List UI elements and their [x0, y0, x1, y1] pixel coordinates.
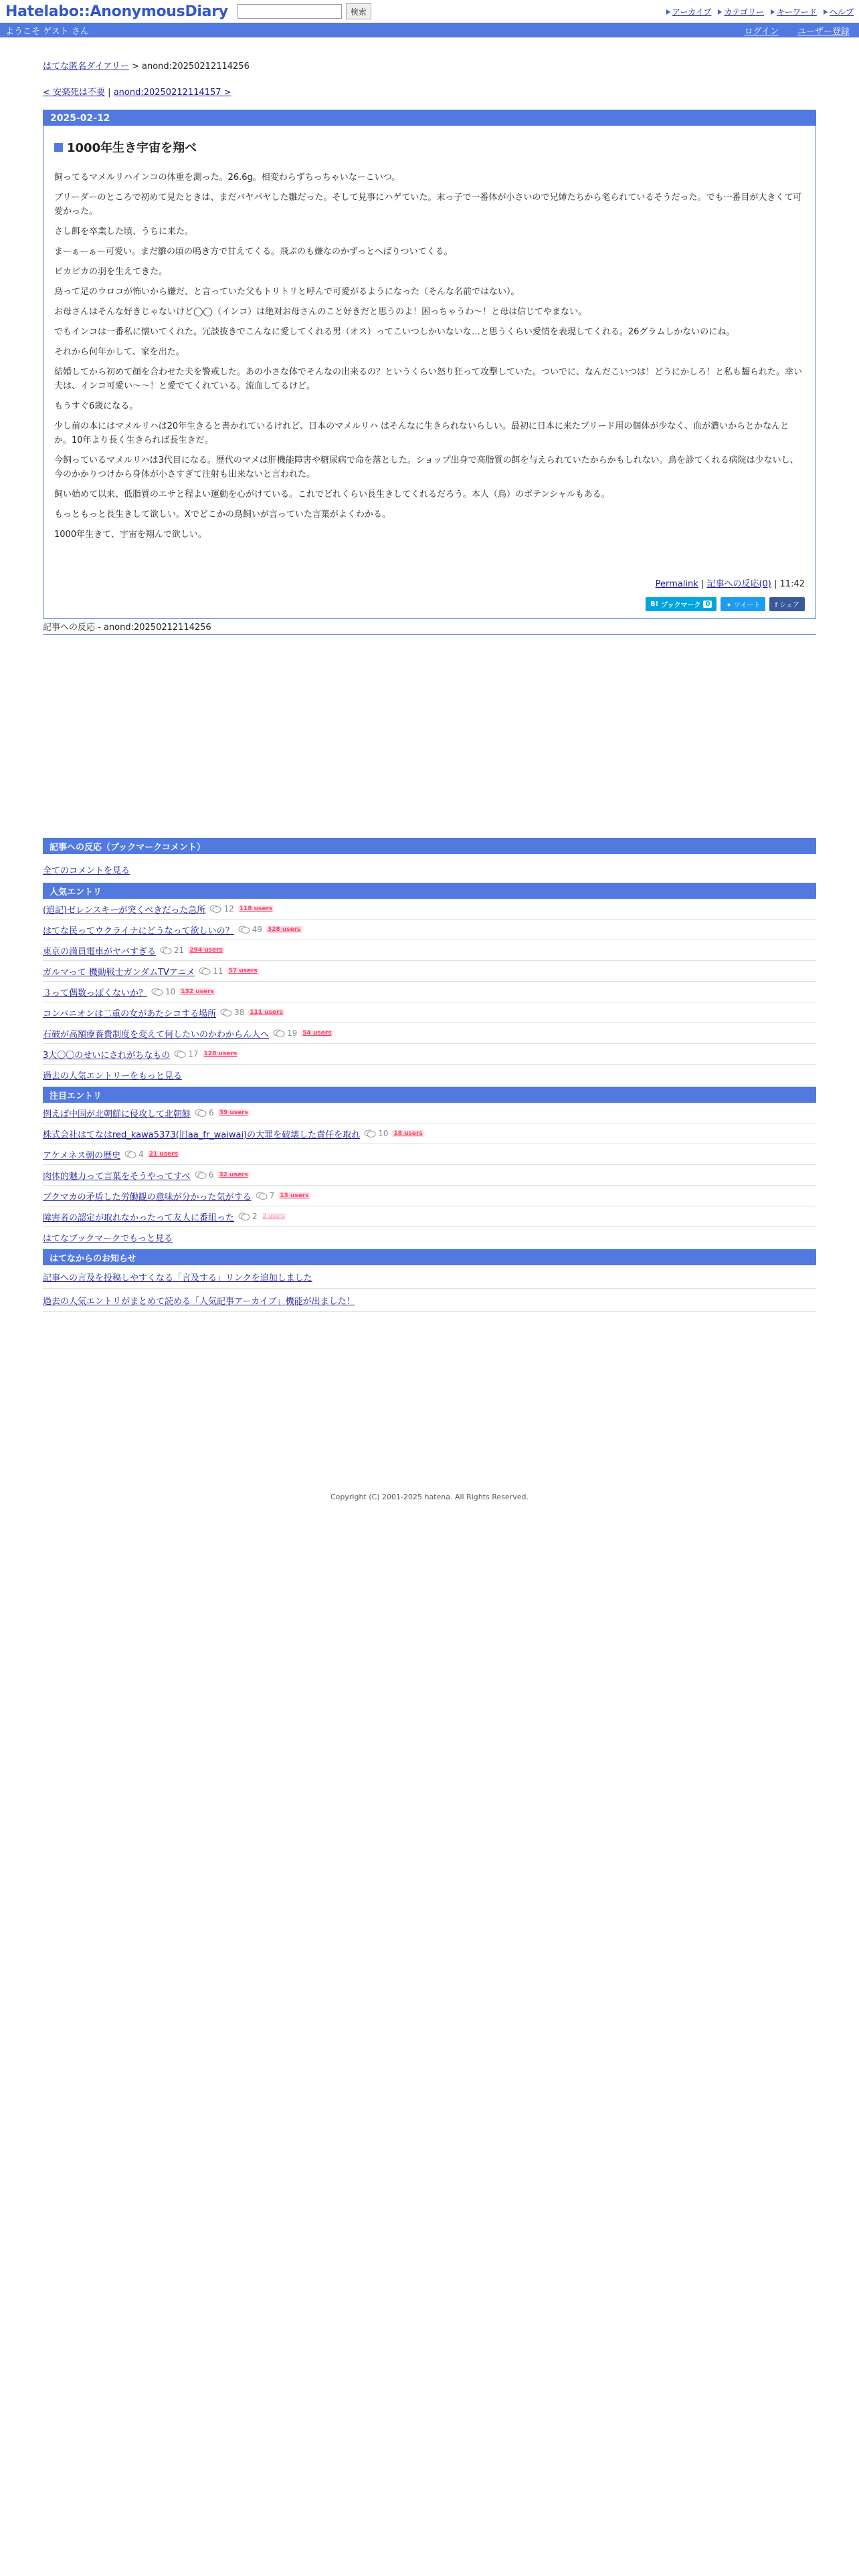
comment-count[interactable]: 38: [220, 1008, 244, 1017]
comment-count[interactable]: 19: [273, 1029, 297, 1038]
entry-list-item: [43, 1165, 816, 1186]
entry-list-item: [43, 1002, 816, 1023]
comment-count[interactable]: 4: [124, 1150, 144, 1159]
popular-entries-list: [43, 899, 816, 1065]
notice-link[interactable]: 記事への言及を投稿しやすくなる「言及する」リンクを追加しました: [43, 1273, 312, 1283]
twitter-bird-icon: ✦: [726, 602, 734, 609]
entry-list-item: [43, 982, 816, 1002]
comment-count[interactable]: 6: [195, 1170, 214, 1180]
entry-paragraph: 鳥って足のウロコが怖いから嫌だ、と言っていた父もトリトリと呼んで可愛がるようになった（そんな名前ではない）。: [54, 287, 520, 297]
users-badge[interactable]: 128 users: [203, 1051, 237, 1057]
comment-bubble-icon: [195, 1171, 207, 1180]
users-badge[interactable]: 294 users: [189, 947, 223, 954]
user-bar: [0, 23, 859, 37]
comment-bubble-icon: [364, 1130, 376, 1138]
entry-list-item: [43, 961, 816, 982]
welcome-text: ようこそ ゲスト さん: [5, 26, 89, 37]
comment-bubble-icon: [238, 1212, 250, 1221]
entry-list-item: [43, 920, 816, 940]
notice-item: [43, 1265, 816, 1289]
entry-link[interactable]: 石破が高額療養費制度を変えて何したいのかわからん人へ: [43, 1029, 270, 1040]
comment-bubble-icon: [199, 967, 211, 976]
featured-more-link[interactable]: はてなブックマークでもっと見る: [43, 1234, 173, 1244]
comment-count[interactable]: 21: [160, 946, 184, 955]
entry-paragraph: さし餌を卒業した頃、うちに来た。: [54, 227, 194, 237]
featured-entries-list: [43, 1103, 816, 1227]
search-button[interactable]: 検索: [346, 3, 371, 19]
comment-count[interactable]: 6: [195, 1108, 214, 1117]
breadcrumb-current: anond:20250212114256: [142, 62, 250, 72]
entry-link[interactable]: ガルマって 機動戦士ガンダムTVアニメ: [43, 967, 195, 978]
entry-paragraph: 結婚してから初めて顔を合わせた夫を警戒した。あの小さな体でそんなの出来るの？というくらい怒り狂って攻撃していた。ついでに、なんだこいつは！どうにかしろ！と私も齧られた。幸い夫は、インコ可愛い〜〜！と愛でてくれている。流血してるけど。: [54, 367, 803, 391]
main-content: [43, 59, 816, 1501]
entry-paragraph: 1000年生きて、宇宙を翔んで欲しい。: [54, 530, 207, 540]
comment-bubble-icon: [174, 1050, 186, 1059]
notice-item: [43, 1289, 816, 1312]
arrow-right-icon: [666, 9, 670, 15]
facebook-f-icon: f: [775, 602, 780, 609]
popular-entries-header: 人気エントリ: [43, 883, 816, 899]
entry-paragraph: ブリーダーのところで初めて見たときは、まだパヤパヤした雛だった。そして見事にハゲていた。末っ子で一番体が小さいので兄姉たちから毟られているそうだった。でも一番目が大きくて可愛かった。: [54, 193, 802, 217]
entry-list-item: [43, 1044, 816, 1065]
diary-entry: [43, 110, 816, 619]
entry-link[interactable]: 株式会社はてなはred_kawa5373(旧aa_fr_waiwai)の大罪を破壊した責任を取れ: [43, 1130, 361, 1140]
entry-link[interactable]: 3大〇〇のせいにされがちなもの: [43, 1050, 171, 1061]
entry-text: [54, 171, 805, 542]
permalink[interactable]: Permalink: [655, 579, 698, 589]
entry-link[interactable]: ブクマカの矛盾した労働観の意味が分かった気がする: [43, 1192, 252, 1202]
users-badge[interactable]: 57 users: [228, 968, 258, 974]
comment-count[interactable]: 12: [209, 904, 233, 914]
entry-pager: < 安楽死は不要 | anond:20250212114157 >: [43, 88, 231, 98]
site-logo[interactable]: Hatelabo::AnonymousDiary: [5, 3, 228, 20]
entry-list-item: [43, 1123, 816, 1144]
entry-paragraph: 飼い始めて以来、低脂質のエサと程よい運動を心がけている。これでどれくらい長生きしてくれるだろう。本人（鳥）のポテンシャルもある。: [54, 490, 610, 500]
hatena-bookmark-button[interactable]: B! ブックマーク 0: [646, 597, 717, 611]
comment-bubble-icon: [195, 1109, 207, 1117]
comment-bubble-icon: [238, 926, 250, 934]
nav-keyword[interactable]: キーワード: [771, 6, 817, 17]
comment-count[interactable]: 17: [174, 1049, 198, 1059]
square-icon: [54, 143, 63, 152]
entry-paragraph: 少し前の本にはマメルリハは20年生きると書かれているけれど、日本のマメルリハ はそんなに生きられないらしい。最初に日本に来たブリード用の個体が少なく、血が濃いからとかなんとか。10年より長く生きられば長生きだ。: [54, 421, 789, 445]
entry-link[interactable]: アケメネス朝の歴史: [43, 1150, 121, 1161]
entry-paragraph: 飼ってるマメルリハインコの体重を測った。26.6g。相変わらずちっちゃいなーこいつ。: [54, 173, 401, 183]
entry-paragraph: でもインコは一番私に懐いてくれた。冗談抜きでこんなに愛してくれる男（オス）ってこいつしかいないな…と思うくらい愛情を表現してくれる。26グラムしかないのにね。: [54, 327, 735, 337]
entry-paragraph: もっともっと長生きして欲しい。Xでどこかの鳥飼いが言っていた言葉がよくわかる。: [54, 510, 391, 520]
comment-bubble-icon: [151, 988, 163, 996]
tweet-button[interactable]: ✦ ツイート: [721, 597, 765, 611]
notices-list: [43, 1265, 816, 1312]
entry-paragraph: まーぁーぁー可愛い。まだ雛の頃の鳴き方で甘えてくる。飛ぶのも嫌なのかずっとへばりついてくる。: [54, 247, 453, 257]
share-buttons: [54, 597, 805, 611]
notices-header: はてなからのお知らせ: [43, 1249, 816, 1265]
bookmark-b-icon: B!: [650, 601, 659, 608]
top-nav: [666, 6, 854, 17]
users-badge[interactable]: 18 users: [393, 1130, 423, 1137]
entry-link[interactable]: (追記)ゼレンスキーが突くべきだった急所: [43, 905, 206, 916]
next-entry-link[interactable]: anond:20250212114157 >: [113, 88, 231, 98]
register-link[interactable]: ユーザー登録: [797, 26, 850, 37]
users-badge[interactable]: 39 users: [219, 1109, 248, 1116]
ad-space: [43, 635, 816, 838]
entry-link[interactable]: 例えば中国が北朝鮮に侵攻して北朝鮮: [43, 1109, 191, 1119]
breadcrumb-home[interactable]: はてな匿名ダイアリー: [43, 62, 129, 72]
entry-list-item: [43, 940, 816, 961]
users-badge[interactable]: 13 users: [280, 1192, 309, 1199]
search-input[interactable]: [237, 4, 342, 19]
login-link[interactable]: ログイン: [744, 26, 779, 37]
nav-help[interactable]: ヘルプ: [824, 6, 854, 17]
comment-bubble-icon: [160, 946, 172, 955]
comment-count[interactable]: 10: [151, 987, 175, 996]
entry-link[interactable]: ３って偶数っぽくないか？: [43, 988, 148, 998]
reactions-link[interactable]: 記事への反応(0): [706, 579, 771, 589]
comment-count[interactable]: 2: [238, 1212, 258, 1221]
breadcrumb: はてな匿名ダイアリー > anond:20250212114256: [43, 62, 250, 72]
users-badge[interactable]: 328 users: [267, 926, 301, 933]
entry-footer: Permalink | 記事への反応(0) | 11:42: [655, 579, 805, 589]
users-badge[interactable]: 32 users: [219, 1172, 248, 1178]
entry-link[interactable]: 東京の満員電車がヤバすぎる: [43, 946, 157, 957]
entry-title: 1000年生き宇宙を翔べ: [54, 138, 805, 156]
entry-link[interactable]: 障害者の認定が取れなかったって友人に番組った: [43, 1212, 235, 1223]
entry-paragraph: お母さんはそんな好きじゃないけど◯◯（インコ）は絶対お母さんのこと好きだと思うのよ！困っちゃうわ〜！と母は信じてやまない。: [54, 307, 587, 317]
facebook-share-button[interactable]: f シェア: [769, 597, 805, 611]
prev-entry-link[interactable]: < 安楽死は不要: [43, 88, 106, 98]
entry-date: 2025-02-12: [43, 110, 816, 126]
comment-bubble-icon: [273, 1029, 285, 1038]
arrow-right-icon: [771, 9, 775, 15]
comment-bubble-icon: [256, 1192, 268, 1200]
arrow-right-icon: [824, 9, 828, 15]
entry-link[interactable]: コンパニオンは二重の女があたシコする場所: [43, 1008, 217, 1019]
users-badge[interactable]: 2 users: [262, 1213, 285, 1220]
reactions-header: 記事への反応 - anond:20250212114256: [43, 620, 816, 635]
comment-count[interactable]: 10: [364, 1129, 388, 1138]
copyright: Copyright (C) 2001-2025 hatena. All Rights Reserved.: [330, 1493, 529, 1501]
entry-paragraph: ピカピカの羽を生えてきた。: [54, 267, 168, 277]
all-comments-link[interactable]: 全てのコメントを見る: [43, 866, 130, 876]
popular-more-link[interactable]: 過去の人気エントリーをもっと見る: [43, 1071, 183, 1081]
entry-list-item: [43, 1103, 816, 1123]
entry-list-item: [43, 1186, 816, 1206]
comment-count[interactable]: 11: [199, 966, 223, 976]
comment-bubble-icon: [220, 1008, 232, 1017]
top-bar: [0, 0, 859, 23]
entry-link[interactable]: はてな民ってウクライナにどうなって欲しいの？: [43, 926, 234, 936]
featured-entries-header: 注目エントリ: [43, 1087, 816, 1103]
comment-bubble-icon: [124, 1150, 136, 1159]
entry-time: 11:42: [779, 579, 805, 589]
comment-bubble-icon: [209, 905, 221, 914]
nav-archive[interactable]: アーカイブ: [666, 6, 712, 17]
entry-paragraph: 今飼っているマメルリハは3代目になる。歴代のマメは肝機能障害や糖尿病で命を落とした。ショップ出身で高脂質の餌を与えられていたからかもしれない。鳥を診てくれる病院は少ないし、今のかかりつけから身体が小さすぎて注射も出来ないと言われた。: [54, 455, 799, 479]
arrow-right-icon: [718, 9, 722, 15]
bookmark-comments-header: 記事への反応（ブックマークコメント）: [43, 838, 816, 854]
users-badge[interactable]: 54 users: [302, 1030, 332, 1037]
comment-count[interactable]: 7: [256, 1191, 275, 1200]
entry-paragraph: それから何年かして、家を出た。: [54, 347, 185, 357]
entry-list-item: [43, 1206, 816, 1227]
entry-list-item: [43, 1144, 816, 1165]
comment-count[interactable]: 49: [238, 925, 262, 934]
nav-category[interactable]: カテゴリー: [718, 6, 764, 17]
users-badge[interactable]: 21 users: [149, 1151, 179, 1158]
notice-link[interactable]: 過去の人気エントリがまとめて読める「人気記事アーカイブ」機能が出ました！: [43, 1296, 355, 1307]
entry-paragraph: もうすぐ6歳になる。: [54, 401, 138, 411]
users-badge[interactable]: 132 users: [181, 988, 214, 995]
users-badge[interactable]: 111 users: [250, 1009, 283, 1016]
entry-list-item: [43, 1023, 816, 1044]
entry-link[interactable]: 肉体的魅力って言葉をそうやってすべ: [43, 1171, 191, 1182]
users-badge[interactable]: 118 users: [239, 905, 273, 912]
entry-list-item: [43, 899, 816, 920]
